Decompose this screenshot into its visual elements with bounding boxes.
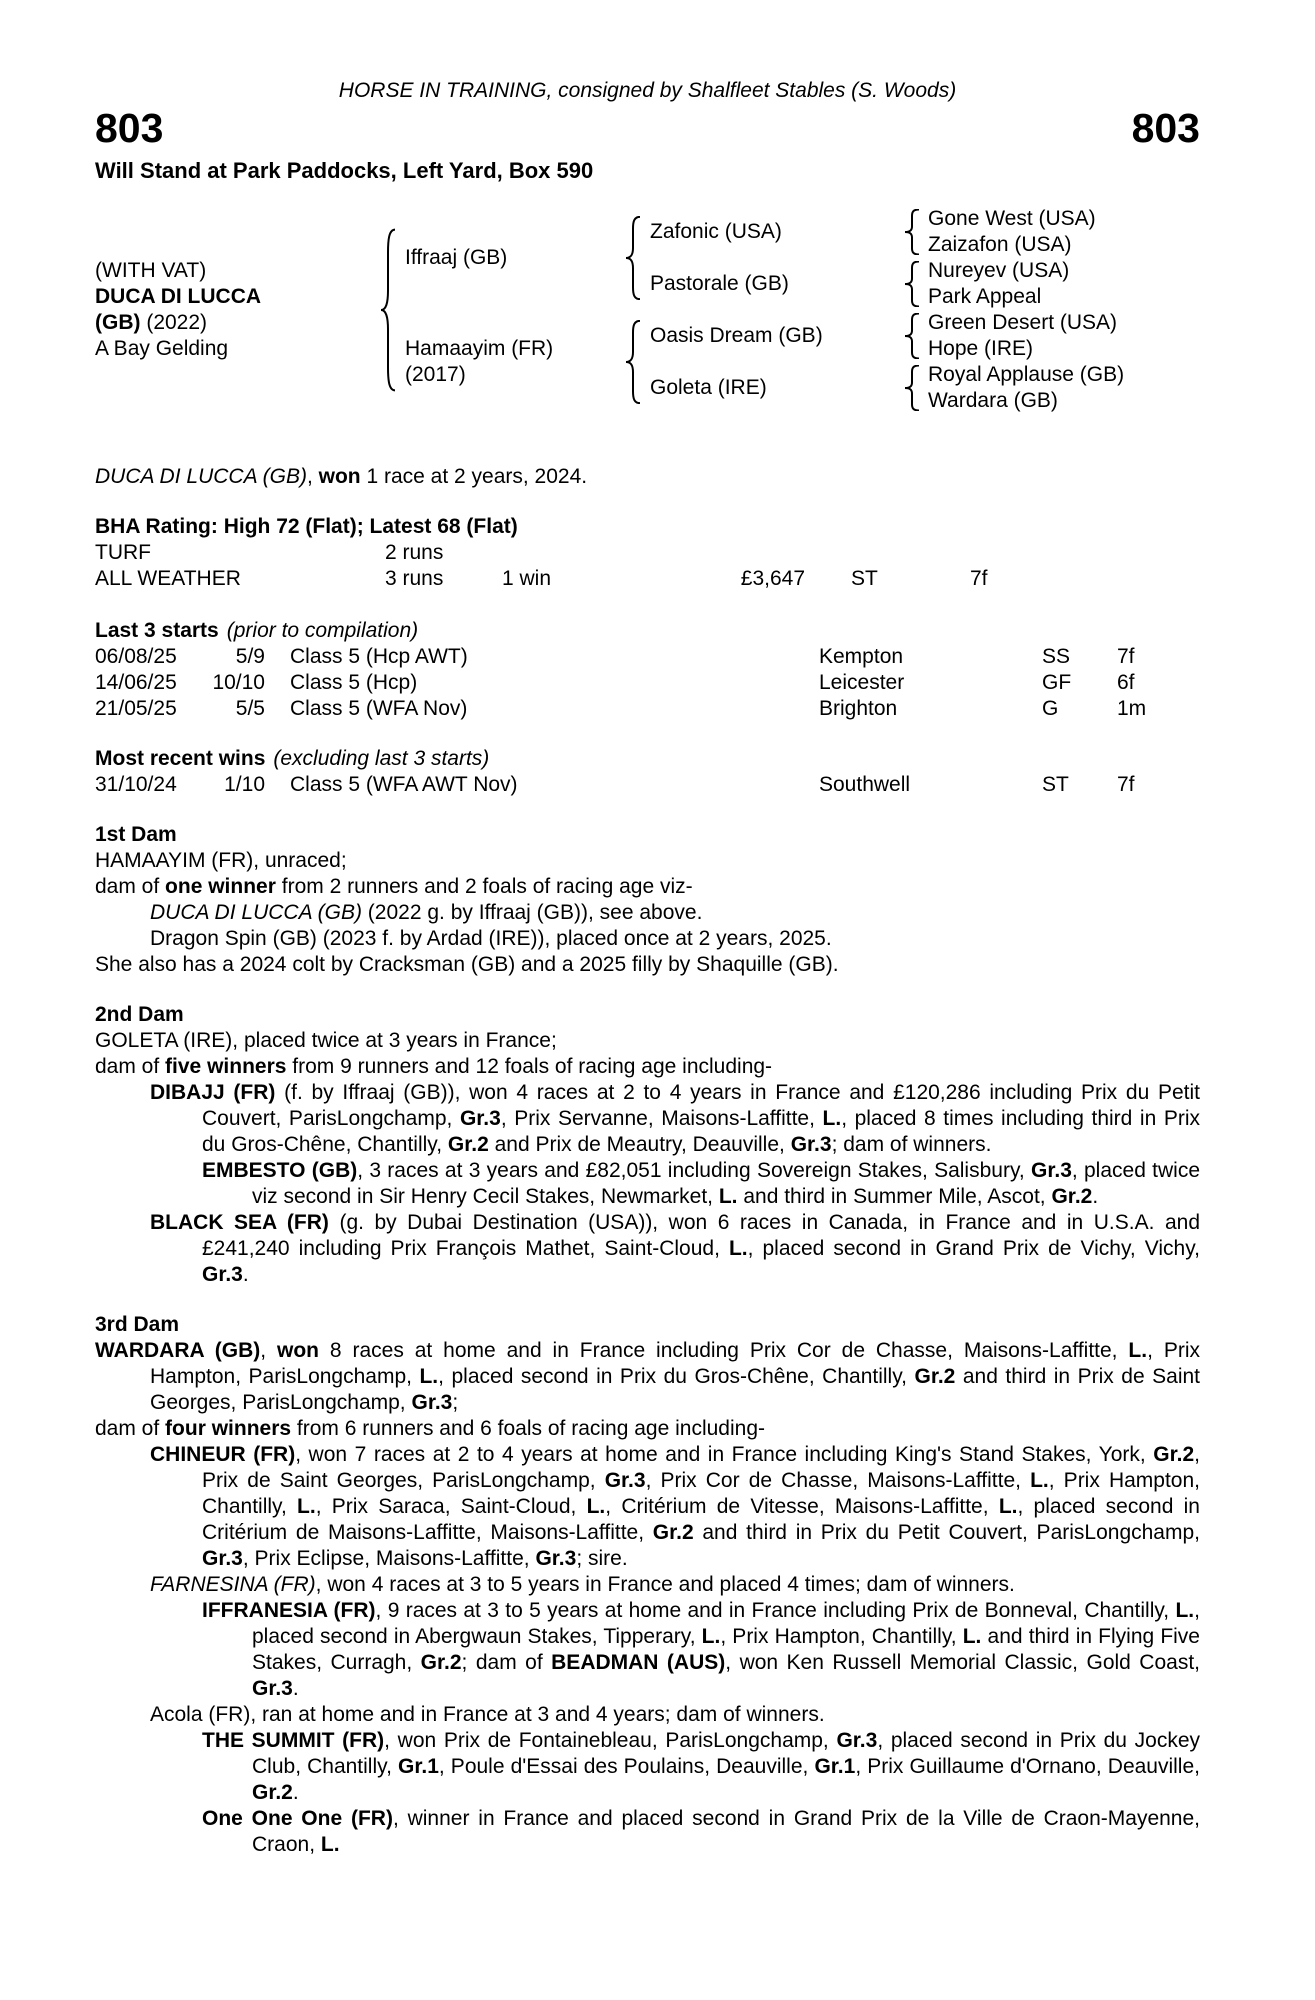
great-grandparent: [928, 336, 1200, 362]
stats-spacer: [805, 540, 851, 566]
great-grandparent: [928, 206, 1200, 232]
stats-wins: [502, 540, 665, 566]
great-grandparent: [928, 258, 1200, 284]
dam-paragraph: dam of four winners from 6 runners and 6 foals of racing age including-: [95, 1417, 765, 1440]
start-spacer: [265, 644, 290, 670]
win-going: ST: [1042, 773, 1069, 796]
start-date: 06/08/25: [95, 645, 177, 668]
start-distance: 1m: [1117, 697, 1147, 720]
heading-title: Last 3 starts: [95, 619, 219, 642]
race-record-summary: DUCA DI LUCCA (GB), won 1 race at 2 years, 2024.: [95, 465, 588, 488]
sire-name: [405, 206, 615, 310]
stats-surface-label: ALL WEATHER: [95, 567, 241, 590]
pedigree-brace-gp3: [895, 310, 928, 362]
grandparent-label: Goleta (IRE): [650, 376, 767, 399]
horse-identity-block: [95, 206, 370, 414]
grandsire-maternal: [650, 310, 895, 362]
great-grandparent-label: Park Appeal: [928, 285, 1042, 308]
pedigree-brace-gp2: [895, 258, 928, 310]
great-grandparent: [928, 310, 1200, 336]
start-course: Brighton: [819, 697, 898, 720]
start-spacer: [265, 696, 290, 722]
dam-paragraph: GOLETA (IRE), placed twice at 3 years in France;: [95, 1029, 557, 1052]
start-date: 14/06/25: [95, 671, 177, 694]
produce-paragraph: IFFRANESIA (FR), 9 races at 3 to 5 years at home and in France including Prix de Bonneval, Chantilly, L., placed second in Abergwaun Stakes, Tipperary, L., Prix Hampton, Chantilly, L. and third in Flying Five Stakes, Curragh, Gr.2; dam of BEADMAN (AUS), won Ken Russell Memorial Classic, Gold Coast, Gr.3.: [202, 1599, 1200, 1700]
stats-spacer: [805, 566, 851, 592]
produce-paragraph: DIBAJJ (FR) (f. by Iffraaj (GB)), won 4 races at 2 to 4 years in France and £120,286 including Prix du Petit Couvert, ParisLongchamp, Gr.3, Prix Servanne, Maisons-Laffitte, L., placed 8 times including third in Prix du Gros-Chêne, Chantilly, Gr.2 and Prix de Meautry, Deauville, Gr.3; dam of winners.: [150, 1081, 1200, 1156]
heading-subtitle: (prior to compilation): [226, 619, 419, 642]
start-spacer: [265, 670, 290, 696]
win-date: 31/10/24: [95, 773, 177, 796]
second-dam-section: [95, 1002, 1200, 1288]
start-race: Class 5 (Hcp): [290, 671, 418, 694]
dam-name: [405, 310, 615, 414]
produce-paragraph: FARNESINA (FR), won 4 races at 3 to 5 years in France and placed 4 times; dam of winners.: [150, 1573, 1015, 1596]
curly-brace-icon: [902, 365, 922, 411]
curly-brace-icon: [623, 216, 643, 300]
pedigree-brace-sire: [615, 206, 650, 310]
dam-paragraph: dam of one winner from 2 runners and 2 foals of racing age viz-: [95, 875, 693, 898]
vat-line: (WITH VAT): [95, 259, 207, 282]
last-3-starts-heading: [95, 618, 1200, 644]
great-grandparent: [928, 232, 1200, 258]
heading-title: Most recent wins: [95, 747, 266, 770]
stats-going: ST: [851, 567, 878, 590]
surface-stats-table: [95, 540, 1200, 592]
great-grandparent: [928, 388, 1200, 414]
dam-section-heading: 3rd Dam: [95, 1313, 180, 1336]
start-going: G: [1042, 697, 1059, 720]
lot-number-row: [95, 106, 1200, 150]
dam-section-heading: 1st Dam: [95, 823, 177, 846]
start-distance: 6f: [1117, 671, 1135, 694]
pedigree-brace-gp4: [895, 362, 928, 414]
great-grandparent: [928, 284, 1200, 310]
stats-runs: 3 runs: [385, 567, 444, 590]
great-grandparent-label: Green Desert (USA): [928, 311, 1118, 334]
stand-location-line: Will Stand at Park Paddocks, Left Yard, Box 590: [95, 158, 594, 183]
horse-description: A Bay Gelding: [95, 337, 229, 360]
start-distance: 7f: [1117, 645, 1135, 668]
start-race: Class 5 (Hcp AWT): [290, 645, 468, 668]
produce-paragraph: Dragon Spin (GB) (2023 f. by Ardad (IRE)), placed once at 2 years, 2025.: [150, 927, 832, 950]
produce-paragraph: THE SUMMIT (FR), won Prix de Fontainebleau, ParisLongchamp, Gr.3, placed second in Prix du Jockey Club, Chantilly, Gr.1, Poule d'Essai des Poulains, Deauville, Gr.1, Prix Guillaume d'Ornano, Deauville, Gr.2.: [202, 1729, 1200, 1804]
start-position: 5/9: [235, 645, 265, 668]
bha-rating-line: BHA Rating: High 72 (Flat); Latest 68 (Flat): [95, 515, 518, 538]
stats-earnings: [665, 540, 805, 566]
curly-brace-icon: [623, 320, 643, 404]
stats-going: [851, 540, 970, 566]
win-position: 1/10: [224, 773, 265, 796]
great-grandparent-label: Royal Applause (GB): [928, 363, 1125, 386]
win-race: Class 5 (WFA AWT Nov): [290, 773, 518, 796]
produce-paragraph: CHINEUR (FR), won 7 races at 2 to 4 years at home and in France including King's Stand Stakes, York, Gr.2, Prix de Saint Georges, ParisLongchamp, Gr.3, Prix Cor de Chasse, Maisons-Laffitte, L., Prix Hampton, Chantilly, L., Prix Saraca, Saint-Cloud, L., Critérium de Vitesse, Maisons-Laffitte, L., placed second in Critérium de Maisons-Laffitte, Maisons-Laffitte, Gr.2 and third in Prix du Petit Couvert, ParisLongchamp, Gr.3, Prix Eclipse, Maisons-Laffitte, Gr.3; sire.: [150, 1443, 1200, 1570]
last-3-starts-table: [95, 644, 1200, 722]
start-course: Leicester: [819, 671, 905, 694]
pedigree-brace-level1: [370, 206, 405, 414]
curly-brace-icon: [378, 228, 398, 392]
stats-distance: [970, 540, 1200, 566]
produce-paragraph: EMBESTO (GB), 3 races at 3 years and £82,051 including Sovereign Stakes, Salisbury, Gr.3, placed twice viz second in Sir Henry Cecil Stakes, Newmarket, L. and third in Summer Mile, Ascot, Gr.2.: [202, 1159, 1200, 1208]
sire-name-label: Iffraaj (GB): [405, 246, 508, 269]
great-grandparent-label: Wardara (GB): [928, 389, 1058, 412]
start-course: Kempton: [819, 645, 904, 668]
great-grandparent-label: Nureyev (USA): [928, 259, 1070, 282]
horse-suffix-year: (GB) (2022): [95, 311, 208, 334]
win-course: Southwell: [819, 773, 911, 796]
lot-number-left: 803: [95, 105, 164, 151]
grandsire-paternal: [650, 206, 895, 258]
start-going: SS: [1042, 645, 1071, 668]
stats-runs: 2 runs: [385, 541, 444, 564]
great-grandparent-label: Zaizafon (USA): [928, 233, 1072, 256]
start-position: 5/5: [235, 697, 265, 720]
pedigree-brace-dam: [615, 310, 650, 414]
great-grandparent-label: Hope (IRE): [928, 337, 1034, 360]
dam-paragraph: HAMAAYIM (FR), unraced;: [95, 849, 347, 872]
grandparent-label: Pastorale (GB): [650, 272, 789, 295]
granddam-paternal: [650, 258, 895, 310]
great-grandparent: [928, 362, 1200, 388]
pedigree-brace-gp1: [895, 206, 928, 258]
produce-paragraph: Acola (FR), ran at home and in France at 3 and 4 years; dam of winners.: [150, 1703, 825, 1726]
horse-name: DUCA DI LUCCA: [95, 285, 262, 308]
most-recent-wins-heading: [95, 746, 1200, 772]
lot-number-right: 803: [1131, 105, 1200, 151]
pedigree-table: [95, 206, 1200, 414]
dam-paragraph: WARDARA (GB), won 8 races at home and in France including Prix Cor de Chasse, Maisons-Laffitte, L., Prix Hampton, ParisLongchamp, L., placed second in Prix du Gros-Chêne, Chantilly, Gr.2 and third in Prix de Saint Georges, ParisLongchamp, Gr.3;: [95, 1339, 1201, 1414]
grandparent-label: Zafonic (USA): [650, 220, 782, 243]
first-dam-section: [95, 822, 1200, 978]
consignor-line: HORSE IN TRAINING, consigned by Shalfleet Stables (S. Woods): [338, 79, 957, 102]
curly-brace-icon: [902, 313, 922, 359]
most-recent-wins-table: [95, 772, 1200, 798]
dam-paragraph: She also has a 2024 colt by Cracksman (GB) and a 2025 filly by Shaquille (GB).: [95, 953, 839, 976]
stats-distance: 7f: [970, 567, 988, 590]
win-distance: 7f: [1117, 773, 1135, 796]
stats-earnings: £3,647: [740, 567, 805, 590]
dam-name-label: Hamaayim (FR): [405, 337, 554, 360]
great-grandparent-label: Gone West (USA): [928, 207, 1096, 230]
win-spacer: [265, 772, 290, 798]
start-position: 10/10: [212, 671, 265, 694]
curly-brace-icon: [902, 261, 922, 307]
granddam-maternal: [650, 362, 895, 414]
dam-section-heading: 2nd Dam: [95, 1003, 184, 1026]
dam-year-label: (2017): [405, 363, 466, 386]
produce-paragraph: BLACK SEA (FR) (g. by Dubai Destination (USA)), won 6 races in Canada, in France and in U.S.A. and £241,240 including Prix François Mathet, Saint-Cloud, L., placed second in Grand Prix de Vichy, Vichy, Gr.3.: [150, 1211, 1200, 1286]
start-date: 21/05/25: [95, 697, 177, 720]
dam-paragraph: dam of five winners from 9 runners and 12 foals of racing age including-: [95, 1055, 773, 1078]
third-dam-section: [95, 1312, 1200, 1858]
produce-paragraph: DUCA DI LUCCA (GB) (2022 g. by Iffraaj (GB)), see above.: [150, 901, 703, 924]
produce-paragraph: One One One (FR), winner in France and placed second in Grand Prix de la Ville de Craon-Mayenne, Craon, L.: [202, 1807, 1201, 1856]
heading-subtitle: (excluding last 3 starts): [273, 747, 490, 770]
start-going: GF: [1042, 671, 1072, 694]
stats-surface-label: TURF: [95, 541, 151, 564]
stats-wins: 1 win: [502, 567, 552, 590]
grandparent-label: Oasis Dream (GB): [650, 324, 823, 347]
start-race: Class 5 (WFA Nov): [290, 697, 468, 720]
curly-brace-icon: [902, 209, 922, 255]
